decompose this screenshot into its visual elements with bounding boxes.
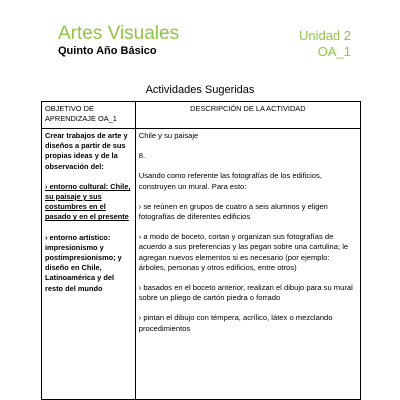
table-header-row <box>42 102 361 129</box>
activity-intro: Usando como referente las fotografías de los edificios, construyen un mural. Para esto: <box>138 171 322 191</box>
oa-label: OA_1 <box>317 44 351 59</box>
activities-table <box>41 101 361 400</box>
activity-step: › a modo de boceto, cortan y organizan sus fotografías de acuerdo a sus preferencias y las pegan sobre una cartulina; le agregan nuevos elementos si es necesario (por ejemplo: árboles, personas y otros edificios, entre otros) <box>138 232 349 272</box>
activity-step: › se reúnen en grupos de cuatro a seis alumnos y eligen fotografías de diferentes edificios <box>138 201 328 222</box>
activity-step: › basados en el boceto anterior, realizan el dibujo para su mural sobre un pliego de cartón piedra o forrado <box>138 283 353 303</box>
table-row <box>42 129 361 400</box>
description-cell <box>135 129 360 400</box>
objective-cell <box>42 129 136 400</box>
objective-header: OBJETIVO DE APRENDIZAJE OA_1 <box>42 102 136 129</box>
grade-title: Quinto Año Básico <box>58 45 157 57</box>
section-title: Actividades Sugeridas <box>145 84 255 96</box>
activity-number: 8. <box>138 151 146 161</box>
objective-item-artistic: › entorno artístico: impresionismo y postimpresionismo; y diseño en Chile, Latinoamérica y del resto del mundo <box>45 232 122 293</box>
objective-intro: Crear trabajos de arte y diseños a partir de sus propias ideas y de la observación del: <box>45 131 128 171</box>
unit-label: Unidad 2 <box>298 28 351 43</box>
objective-item-cultural: › entorno cultural: Chile, su paisaje y sus costumbres en el pasado y en el presente <box>45 181 131 222</box>
description-header: DESCRIPCIÓN DE LA ACTIVIDAD <box>135 102 360 129</box>
subject-title: Artes Visuales <box>58 23 180 44</box>
activity-step: › pintan el dibujo con témpera, acrílico, látex o mezclando procedimientos <box>138 313 333 333</box>
activity-title: Chile y su paisaje <box>138 131 199 140</box>
